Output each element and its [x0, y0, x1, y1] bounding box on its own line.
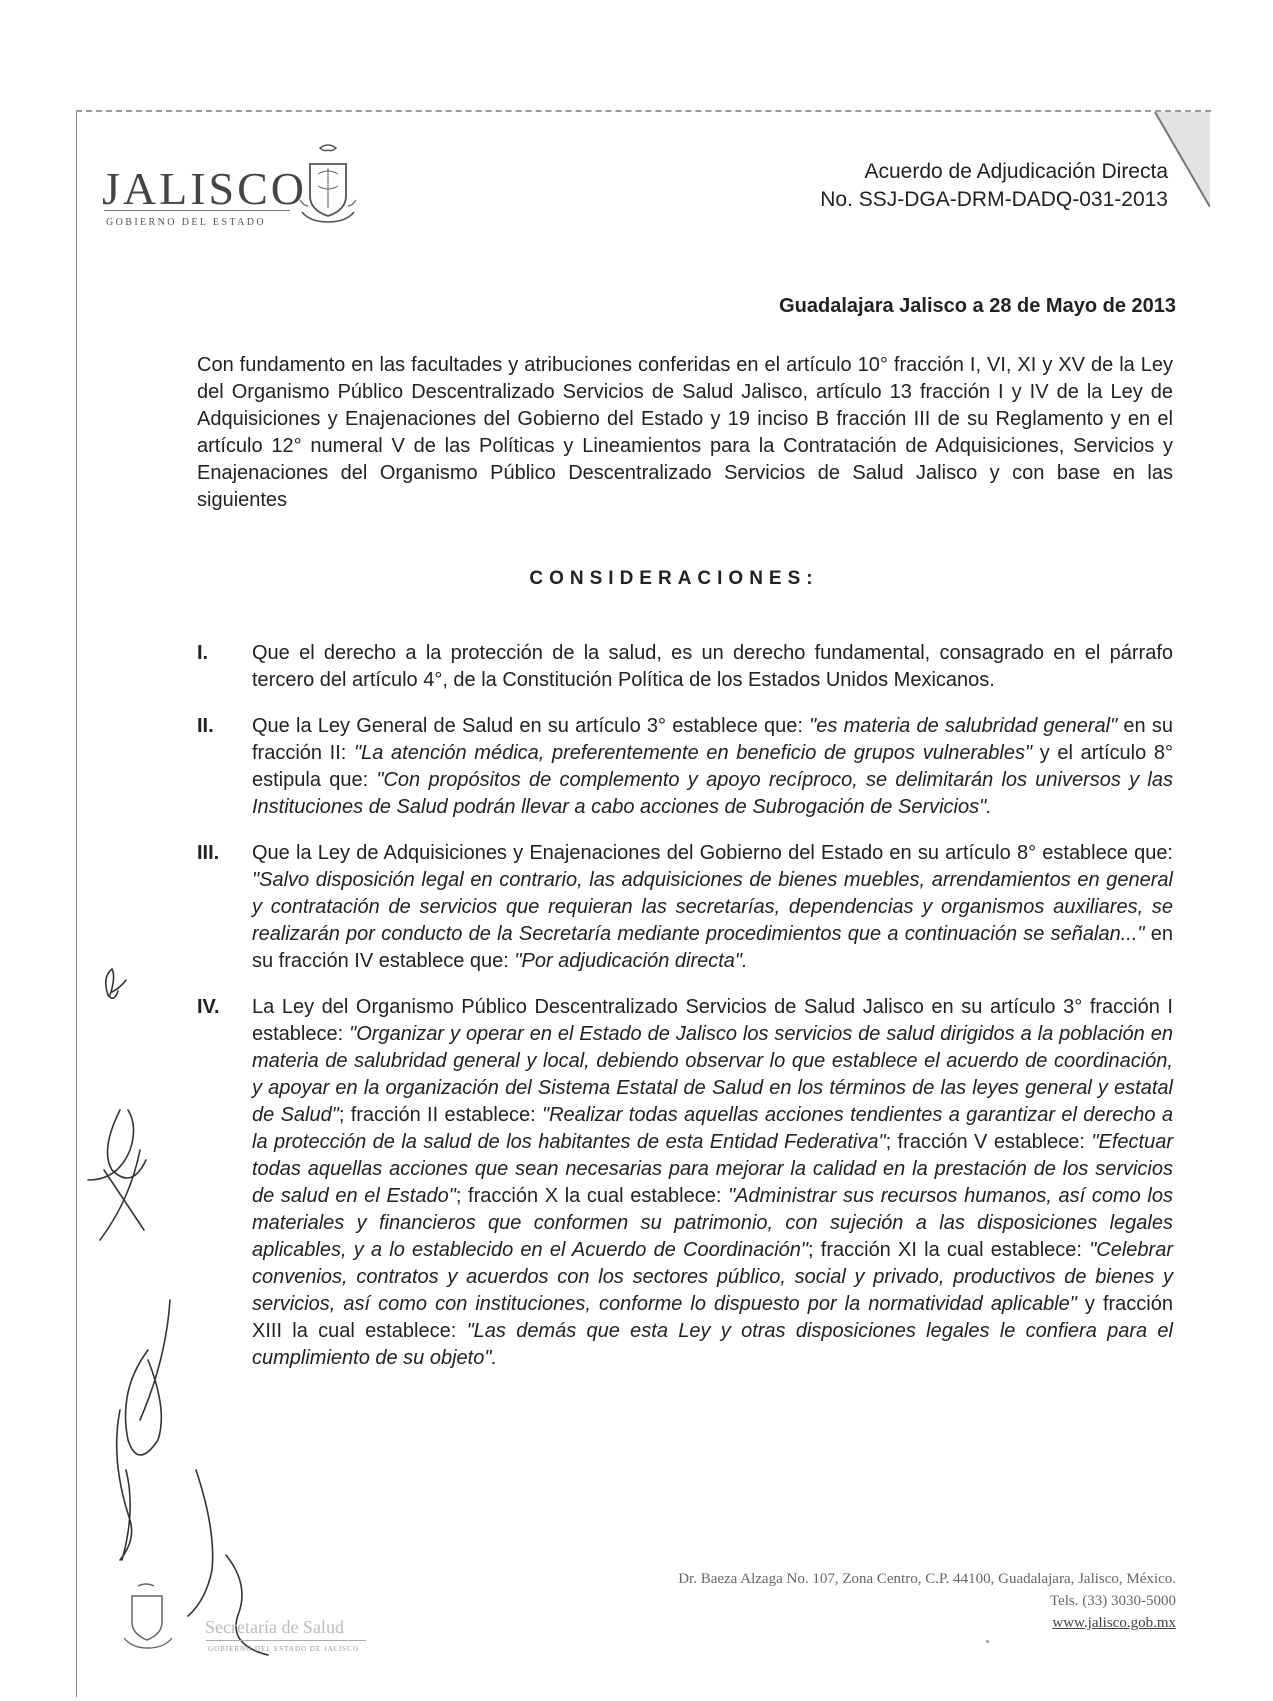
- document-number: No. SSJ-DGA-DRM-DADQ-031-2013: [820, 188, 1168, 211]
- body-text: Que el derecho a la protección de la salud, es un derecho fundamental, consagrado en el párrafo tercero del artículo 4°, de la Constitución Política de los Estados Unidos Mexicanos.: [252, 642, 1173, 691]
- quoted-text: "Efectuar todas aquellas acciones que sean necesarias para mejorar la calidad en la prestación de los servicios de salud en el Estado": [252, 1131, 1174, 1207]
- body-text: ; fracción X la cual establece:: [455, 1185, 729, 1207]
- consideration-item: [197, 713, 1173, 821]
- state-crest-icon: [296, 140, 360, 232]
- quoted-text: "La atención médica, preferentemente en beneficio de grupos vulnerables": [354, 742, 1033, 764]
- body-text: y fracción XIII la cual establece:: [252, 1293, 1173, 1342]
- footer-logo: [120, 1570, 420, 1670]
- body-text: ; fracción XI la cual establece:: [808, 1239, 1090, 1261]
- date-line: Guadalajara Jalisco a 28 de Mayo de 2013: [779, 295, 1176, 317]
- consideration-text: [252, 713, 1173, 821]
- handwritten-initials: [0, 0, 300, 1701]
- body-text: La Ley del Organismo Público Descentralizado Servicios de Salud Jalisco en su artículo 3° fracción I establece:: [252, 996, 1173, 1045]
- address-line: Dr. Baeza Alzaga No. 107, Zona Centro, C.P. 44100, Guadalajara, Jalisco, México.: [678, 1571, 1176, 1587]
- footer-address: [678, 1568, 1176, 1634]
- consideration-numeral: II.: [197, 715, 214, 737]
- quoted-text: "Las demás que esta Ley y otras disposiciones legales le confiera para el cumplimiento de su objeto".: [252, 1320, 1173, 1369]
- body-text: Que la Ley General de Salud en su artículo 3° establece que:: [252, 715, 810, 737]
- logo-wordmark: JALISCO: [102, 163, 308, 214]
- considerations-list: [197, 640, 1173, 1391]
- consideration-item: [197, 994, 1173, 1372]
- section-heading: CONSIDERACIONES:: [529, 568, 819, 589]
- website-link[interactable]: www.jalisco.gob.mx: [1052, 1615, 1176, 1631]
- body-text: ; fracción II establece:: [338, 1104, 542, 1126]
- body-text: y el artículo 8° estipula que:: [252, 742, 1174, 791]
- document-title: [820, 158, 1168, 214]
- consideration-text: [252, 640, 1173, 694]
- quoted-text: "Con propósitos de complemento y apoyo recíproco, se delimitarán los universos y las Instituciones de Salud podrán llevar a cabo acciones de Subrogación de Servicios".: [252, 769, 1173, 818]
- quoted-text: "Organizar y operar en el Estado de Jalisco los servicios de salud dirigidos a la población en materia de salubridad general y local, debiendo observar lo que establece el acuerdo de coordinación, y apoyar en la organización del Sistema Estatal de Salud en los términos de las leyes general y estatal de Salud": [252, 1023, 1173, 1126]
- stray-mark: [986, 1640, 989, 1643]
- phone-line: Tels. (33) 3030-5000: [1049, 1593, 1176, 1609]
- quoted-text: "Celebrar convenios, contratos y acuerdos con los sectores público, social y privado, productivos de bienes y servicios, así como con instituciones, conforme lo dispuesto por la normatividad aplicable": [252, 1239, 1173, 1315]
- body-text: en su fracción IV establece que:: [252, 923, 1173, 972]
- consideration-item: [197, 640, 1173, 694]
- logo-subtitle: GOBIERNO DEL ESTADO: [106, 217, 266, 228]
- body-text: Que la Ley de Adquisiciones y Enajenaciones del Gobierno del Estado en su artículo 8° establece que:: [252, 842, 1173, 864]
- quoted-text: "Salvo disposición legal en contrario, las adquisiciones de bienes muebles, arrendamientos en general y contratación de servicios que requieran las secretarías, dependencias y organismos auxiliares, se realizarán por conducto de la Secretaría mediante procedimientos que a continuación se señalan...": [252, 869, 1173, 945]
- footer-org-subtitle: GOBIERNO DEL ESTADO DE JALISCO: [208, 1645, 359, 1653]
- body-text: en su fracción II:: [252, 715, 1173, 764]
- quoted-text: "Por adjudicación directa".: [514, 950, 748, 972]
- quoted-text: "Realizar todas aquellas acciones tendientes a garantizar el derecho a la protección de la salud de los habitantes de esta Entidad Federativa": [252, 1104, 1173, 1153]
- intro-paragraph: Con fundamento en las facultades y atribuciones conferidas en el artículo 10° fracción I, VI, XI y XV de la Ley del Organismo Público Descentralizado Servicios de Salud Jalisco, artículo 13 fracción I y IV de la Ley de Adquisiciones y Enajenaciones del Gobierno del Estado y 19 inciso B fracción III de su Reglamento y en el artículo 12° numeral V de las Políticas y Lineamientos para la Contratación de Adquisiciones, Servicios y Enajenaciones del Organismo Público Descentralizado Servicios de Salud Jalisco y con base en las siguientes: [197, 354, 1173, 511]
- title-line-1: Acuerdo de Adjudicación Directa: [864, 160, 1168, 183]
- consideration-numeral: I.: [197, 642, 209, 664]
- quoted-text: "es materia de salubridad general": [809, 715, 1118, 737]
- consideration-item: [197, 840, 1173, 975]
- footer-crest-icon: [120, 1580, 180, 1660]
- consideration-numeral: IV.: [197, 996, 220, 1018]
- footer-org-name: Secretaría de Salud: [205, 1617, 344, 1637]
- body-text: ; fracción V establece:: [885, 1131, 1092, 1153]
- consideration-numeral: III.: [197, 842, 220, 864]
- consideration-text: [252, 840, 1173, 975]
- quoted-text: "Administrar sus recursos humanos, así como los materiales y financieros que conformen su patrimonio, con sujeción a las disposiciones legales aplicables, y a lo establecido en el Acuerdo de Coordinación": [252, 1185, 1173, 1261]
- consideration-text: [252, 994, 1173, 1372]
